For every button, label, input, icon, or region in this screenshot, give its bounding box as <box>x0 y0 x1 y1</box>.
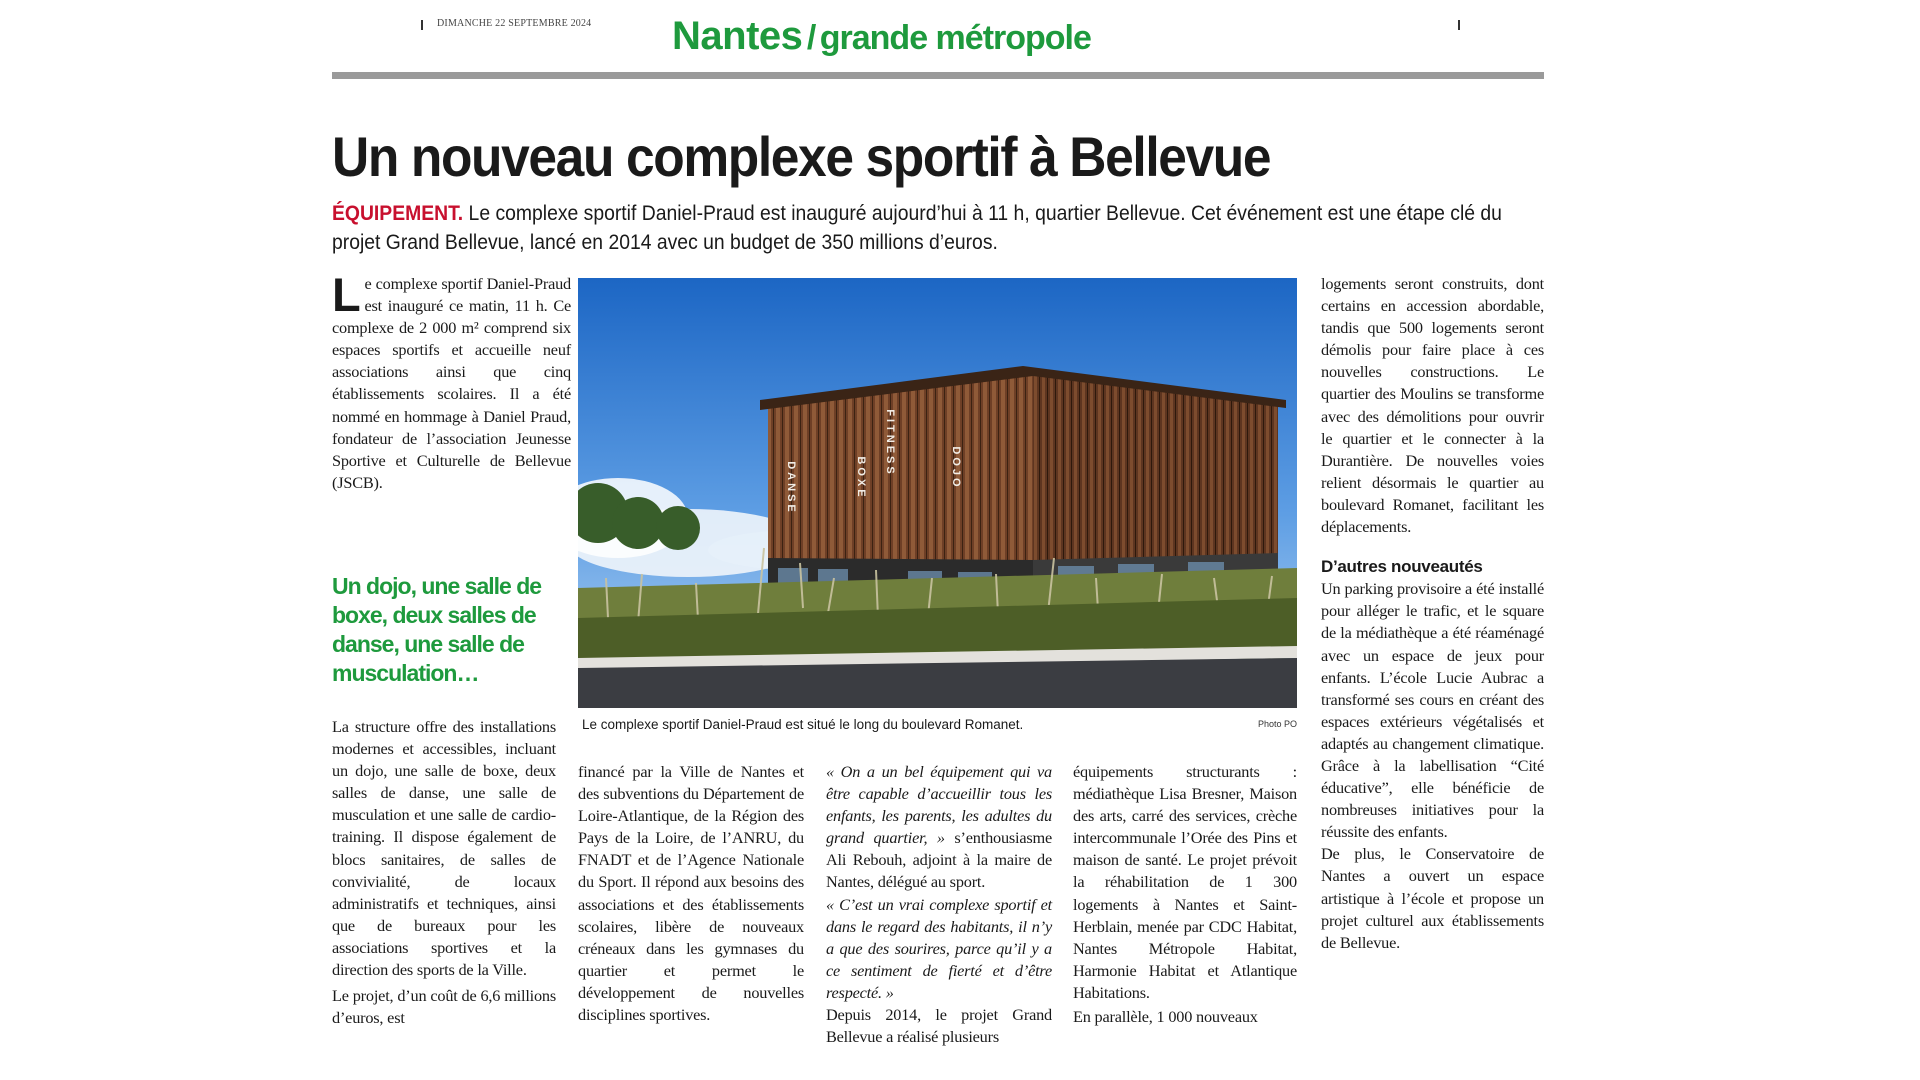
standfirst-text: Le complexe sportif Daniel-Praud est inauguré aujourd’hui à 11 h, quartier Bellevue. Cet événement est une étape clé du projet Grand Bellevue, lancé en 2014 avec un budget de 350 millions d’euros. <box>332 201 1502 254</box>
body-paragraph: La structure offre des installations modernes et accessibles, incluant un dojo, une salle de boxe, deux salles de danse, une salle de musculation et une salle de cardio-training. Il dispose également de blocs sanitaires, de salles de convivialité, de locaux administratifs et techniques, ainsi que de bureaux pour les associations sportives et la direction des sports de la Ville. <box>332 717 556 980</box>
section-masthead <box>672 14 1091 59</box>
body-paragraph: Depuis 2014, le projet Grand Bellevue a réalisé plusieurs <box>826 1005 1052 1047</box>
green-subhead: Un dojo, une salle de boxe, deux salles de danse, une salle de musculation… <box>332 573 542 686</box>
header-tick <box>421 20 423 30</box>
quote-paragraph <box>826 894 1052 1004</box>
section-name: grande métropole <box>819 19 1091 57</box>
column-5-body <box>1321 273 1544 954</box>
body-paragraph: logements seront construits, dont certains en accession abordable, tandis que 500 logements seront démolis pour faire place à ces nouvelles constructions. Le quartier des Moulins se transforme avec des démolitions pour ouvrir le quartier et le connecter à la Durantière. De nouvelles voies relient désormais le quartier au boulevard Romanet, facilitant les déplacements. <box>1321 274 1544 537</box>
column-2-body <box>578 761 804 1026</box>
quote-paragraph <box>826 761 1052 894</box>
sign-dojo: DOJO <box>950 446 962 490</box>
intro-paragraph <box>332 268 571 494</box>
column-4-body <box>1073 761 1297 1028</box>
body-paragraph: Le projet, d’un coût de 6,6 millions d’euros, est <box>332 986 556 1028</box>
subhead-autres-nouveautes: D’autres nouveautés <box>1321 557 1483 577</box>
section-separator: / <box>806 19 816 57</box>
header-rule <box>332 72 1544 79</box>
newspaper-page <box>300 6 1626 1080</box>
body-paragraph: Un parking provisoire a été installé pour alléger le trafic, et le square de la médiathèque a été réaménagé avec un espace de jeux pour enfants. L’école Lucie Aubrac a transformé ses cours en créant des espaces extérieurs végétalisés et adaptés au changement climatique. Grâce à la labellisation “Cité éducative”, elle bénéficie de nombreuses initiatives pour la réussite des enfants. <box>1321 579 1544 842</box>
sign-danse: DANSE <box>785 461 797 515</box>
complex-photo <box>578 278 1297 708</box>
section-city: Nantes <box>672 14 803 58</box>
photo-caption <box>582 717 1297 732</box>
header-tick <box>1458 20 1460 30</box>
quote-attribution: s’enthousiasme Ali Rebouh, adjoint à la maire de Nantes, délégué au sport. <box>826 828 1053 892</box>
quote-habitants: « C’est un vrai complexe sportif et dans le regard des habitants, il n’y a que des sourires, parce qu’il y a ce sentiment de fierté et d’être respecté. » <box>826 894 1052 1002</box>
column-3-body <box>826 761 1052 1048</box>
caption-text: Le complexe sportif Daniel-Praud est situé le long du boulevard Romanet. <box>582 717 1024 732</box>
article-standfirst <box>332 199 1529 257</box>
body-paragraph: équipements structurants : médiathèque Lisa Bresner, Maison des arts, carré des services, crèche intercommunale l’Orée des Pins et maison de santé. Le projet prévoit la réhabilitation de 1 300 logements à Nantes et Saint-Herblain, menée par CDC Habitat, Nantes Métropole Habitat, Harmonie Habitat et Atlantique Habitations. <box>1073 762 1297 1002</box>
body-paragraph: De plus, le Conservatoire de Nantes a ouvert un espace artistique à l’école et propose un projet culturel aux établissements de Bellevue. <box>1321 844 1544 952</box>
drop-cap: L <box>332 268 361 321</box>
issue-date: DIMANCHE 22 SEPTEMBRE 2024 <box>437 18 592 29</box>
quote-ali-rebouh: « On a un bel équipement qui va être capable d’accueillir tous les enfants, les parents, les adultes du grand quartier, » <box>826 762 1052 848</box>
sign-boxe: BOXE <box>855 456 867 500</box>
intro-text: e complexe sportif Daniel-Praud est inauguré ce matin, 11 h. Ce complexe de 2 000 m² comprend six espaces sportifs et accueille neuf associations ainsi que cinq établissements scolaires. Il a été nommé en hommage à Daniel Praud, fondateur de l’association Jeunesse Sportive et Culturelle de Bellevue (JSCB). <box>332 274 571 492</box>
article-headline: Un nouveau complexe sportif à Bellevue <box>332 125 1271 188</box>
column-1-body <box>332 716 556 1029</box>
body-paragraph: En parallèle, 1 000 nouveaux <box>1073 1007 1258 1027</box>
sign-fitness: FITNESS <box>884 409 896 477</box>
body-paragraph: financé par la Ville de Nantes et des subventions du Département de Loire-Atlantique, de la Région des Pays de la Loire, de l’ANRU, du FNADT et de l’Agence Nationale du Sport. Il répond aux besoins des associations et des établissements scolaires, libère de nouveaux créneaux dans les gymnases du quartier et permet le développement de nouvelles disciplines sportives. <box>578 762 804 1025</box>
photo-credit: Photo PO <box>1257 719 1297 729</box>
article-kicker: ÉQUIPEMENT. <box>332 201 464 225</box>
